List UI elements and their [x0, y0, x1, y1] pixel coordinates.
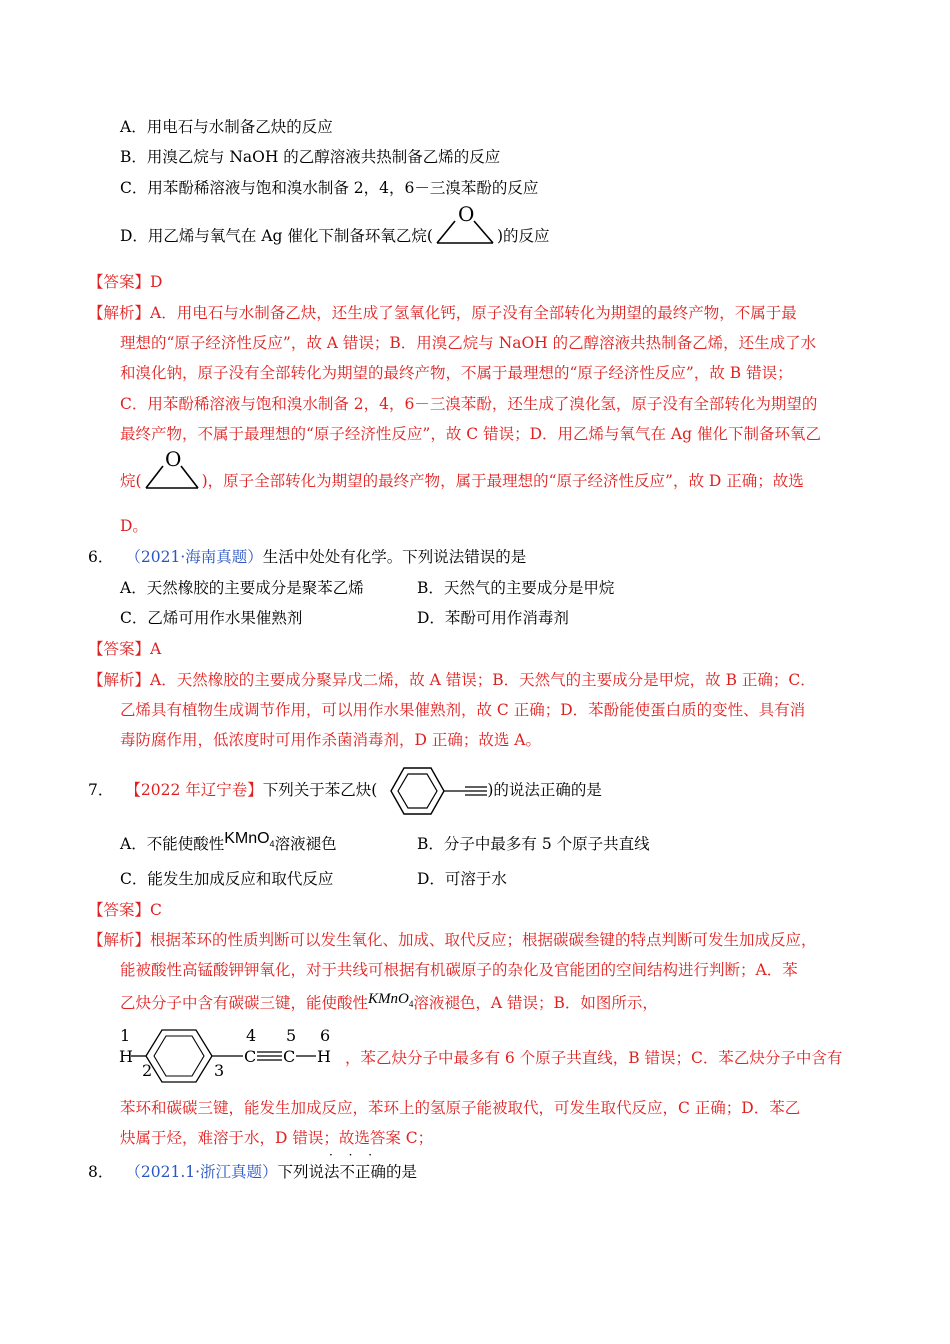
q7-analysis-line-6: 炔属于烃，难溶于水，D 错误；故选答案 C；: [120, 1129, 434, 1147]
atom-h-right: H: [317, 1047, 331, 1066]
q6-stem: [88, 547, 526, 567]
q5-analysis-text-1: A．用电石与水制备乙炔，还生成了氢氧化钙，原子没有全部转化为期望的最终产物，不属于最: [150, 304, 797, 322]
q5-answer: 【答案】D: [88, 273, 163, 291]
atom-h-left: H: [119, 1047, 133, 1066]
phenylacetylene-numbered-structure: [116, 1024, 346, 1084]
q7-analysis-line-3-post: 溶液褪色，A 错误；B．如图所示，: [413, 994, 658, 1012]
q7-analysis-line-4: ，苯乙炔分子中最多有 6 个原子共直线，B 错误；C．苯乙炔分子中含有: [345, 1049, 843, 1067]
q6-option-a: A．天然橡胶的主要成分是聚苯乙烯: [120, 579, 364, 597]
q5-analysis-line-1: [88, 303, 797, 323]
q7-analysis-line-5: 苯环和碳碳三键，能发生加成反应，苯环上的氢原子能被取代，可发生取代反应，C 正确；D．苯乙: [120, 1099, 801, 1117]
kmno4-main: KMnO: [224, 830, 270, 847]
q6-source: （2021·海南真题）: [125, 548, 263, 566]
epoxide-structure-icon: [142, 448, 202, 492]
q6-analysis-line-2: 乙烯具有植物生成调节作用，可以用作水果催熟剂，故 C 正确；D．苯酚能使蛋白质的变性、具有消: [120, 701, 806, 719]
atom-number-4: 4: [246, 1026, 257, 1045]
q7-stem: [88, 780, 602, 800]
epoxide-structure-icon: [433, 203, 497, 247]
q7-analysis-line-2: 能被酸性高锰酸钾钾氧化，对于共线可根据有机碳原子的杂化及官能团的空间结构进行判断；A．苯: [120, 961, 798, 979]
q6-option-c: C．乙烯可用作水果催熟剂: [120, 609, 303, 627]
q5-option-a: A．用电石与水制备乙炔的反应: [120, 118, 333, 136]
q7-analysis-line-3-pre: 乙炔分子中含有碳碳三键，能使酸性: [120, 994, 369, 1012]
atom-number-5: 5: [286, 1026, 297, 1045]
q6-analysis-text-1: A．天然橡胶的主要成分聚异戊二烯，故 A 错误；B．天然气的主要成分是甲烷，故 B 正确；C．: [150, 671, 816, 689]
q7-number: 7．: [88, 781, 114, 799]
atom-number-2: 2: [142, 1061, 153, 1080]
q7-stem-pre: 下列关于苯乙炔(: [262, 781, 378, 799]
q5-analysis-line-7: D。: [120, 517, 148, 535]
q7-option-b: B．分子中最多有 5 个原子共直线: [417, 835, 650, 853]
q5-analysis-line-4: C．用苯酚稀溶液与饱和溴水制备 2，4，6－三溴苯酚，还生成了溴化氢，原子没有全部转化为期望的: [120, 395, 818, 413]
q7-option-d: D．可溶于水: [417, 870, 507, 888]
q7-option-c: C．能发生加成反应和取代反应: [120, 870, 334, 888]
q8-stem: [88, 1162, 417, 1182]
atom-number-1: 1: [120, 1026, 131, 1045]
epoxide-oxygen-label: O: [164, 448, 181, 471]
q7-analysis-line-3: [120, 993, 658, 1019]
q6-stem-text: 生活中处处有化学。下列说法错误的是: [262, 548, 527, 566]
q6-option-d: D．苯酚可用作消毒剂: [417, 609, 569, 627]
phenylacetylene-structure-icon: [377, 762, 487, 820]
atom-number-6: 6: [320, 1026, 331, 1045]
q8-source: （2021.1·浙江真题）: [125, 1163, 278, 1181]
q6-number: 6．: [88, 548, 114, 566]
q5-option-b: B．用溴乙烷与 NaOH 的乙醇溶液共热制备乙烯的反应: [120, 148, 501, 166]
q5-analysis-line-6-post: )，原子全部转化为期望的最终产物，属于最理想的“原子经济性反应”，故 D 正确；故选: [201, 472, 804, 490]
q5-analysis-line-5: 最终产物，不属于最理想的“原子经济性反应”，故 C 错误；D．用乙烯与氧气在 Ag 催化下制备环氧乙: [120, 425, 821, 443]
kmno4-main: KMnO: [368, 991, 409, 1007]
q7-answer: 【答案】C: [88, 901, 162, 919]
q7-option-a-post: 溶液褪色: [274, 835, 337, 853]
q6-answer: 【答案】A: [88, 640, 162, 658]
q5-option-d-tail: )的反应: [496, 227, 550, 245]
q8-stem-text: 下列说法不正确的是: [277, 1163, 418, 1181]
kmno4-formula: [224, 830, 275, 850]
q6-analysis-line-3: 毒防腐作用，低浓度时可用作杀菌消毒剂，D 正确；故选 A。: [120, 731, 541, 749]
epoxide-oxygen-label: O: [457, 203, 475, 226]
q6-analysis-line-1: [88, 670, 816, 690]
q5-analysis-line-6: [120, 448, 804, 492]
atom-c-left: C: [244, 1047, 257, 1066]
q7-analysis-label: 【解析】: [88, 931, 151, 949]
q5-analysis-line-6-pre: 烷(: [120, 472, 142, 490]
q5-analysis-label: 【解析】: [88, 304, 151, 322]
q5-analysis-line-3: 和溴化钠，原子没有全部转化为期望的最终产物，不属于最理想的“原子经济性反应”，故 B 错误；: [120, 364, 793, 382]
q5-option-d-text: D．用乙烯与氧气在 Ag 催化下制备环氧乙烷(: [120, 227, 433, 245]
q8-number: 8．: [88, 1163, 114, 1181]
q5-option-c: C．用苯酚稀溶液与饱和溴水制备 2，4，6－三溴苯酚的反应: [120, 179, 539, 197]
kmno4-sub: 4: [408, 999, 414, 1009]
q7-analysis-line-1: [88, 930, 817, 950]
q6-analysis-label: 【解析】: [88, 671, 151, 689]
q7-option-a: [120, 830, 337, 860]
q5-analysis-line-2: 理想的“原子经济性反应”，故 A 错误；B．用溴乙烷与 NaOH 的乙醇溶液共热制备乙烯，还生成了水: [120, 334, 817, 352]
kmno4-sub: 4: [269, 839, 275, 850]
atom-number-3: 3: [214, 1061, 225, 1080]
q7-option-a-pre: A．不能使酸性: [120, 835, 225, 853]
kmno4-formula: [368, 991, 413, 1007]
q7-stem-post: )的说法正确的是: [487, 781, 602, 799]
q7-source: 【2022 年辽宁卷】: [125, 781, 263, 799]
q6-option-b: B．天然气的主要成分是甲烷: [417, 579, 615, 597]
q8-emphasis-dots: · · ·: [329, 1148, 379, 1162]
q5-option-d: [120, 203, 550, 247]
atom-c-right: C: [283, 1047, 296, 1066]
q7-analysis-text-1: 根据苯环的性质判断可以发生氧化、加成、取代反应；根据碳碳叁键的特点判断可发生加成反应，: [150, 931, 817, 949]
